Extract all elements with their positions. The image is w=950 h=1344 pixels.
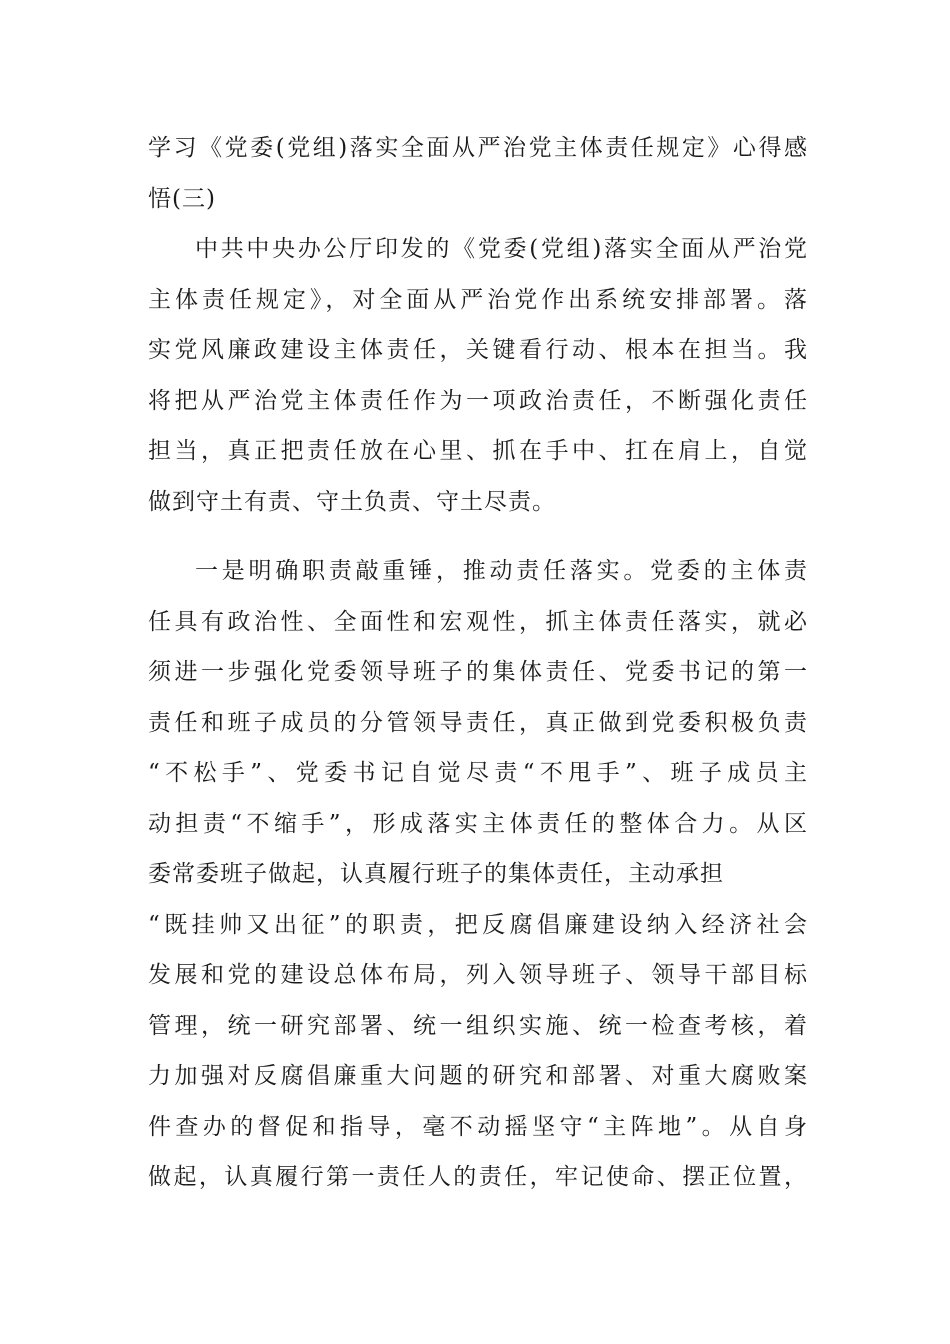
paragraph-line: “不松手”、党委书记自觉尽责“不甩手”、班子成员主 bbox=[148, 760, 808, 786]
title-line: 学习《党委(党组)落实全面从严治党主体责任规定》心得感 bbox=[148, 135, 808, 161]
paragraph-point-one bbox=[148, 546, 808, 1203]
paragraph-line: 一是明确职责敲重锤，推动责任落实。党委的主体责 bbox=[195, 558, 808, 584]
paragraph-line: 任具有政治性、全面性和宏观性，抓主体责任落实，就必 bbox=[148, 608, 808, 635]
paragraph-line: 做到守土有责、守土负责、守土尽责。 bbox=[148, 488, 556, 515]
document-title bbox=[148, 123, 808, 224]
title-line: 悟(三) bbox=[148, 185, 216, 212]
paragraph-line: 责任和班子成员的分管领导责任，真正做到党委积极负责 bbox=[148, 709, 808, 736]
paragraph-line: 主体责任规定》，对全面从严治党作出系统安排部署。落 bbox=[148, 286, 808, 313]
paragraph-line: 力加强对反腐倡廉重大问题的研究和部署、对重大腐败案 bbox=[148, 1063, 808, 1089]
paragraph-line: 件查办的督促和指导，毫不动摇坚守“主阵地”。从自身 bbox=[148, 1113, 808, 1140]
paragraph-line: 做起，认真履行第一责任人的责任，牢记使命、摆正位置， bbox=[148, 1164, 808, 1190]
paragraph-line: 委常委班子做起，认真履行班子的集体责任，主动承担 bbox=[148, 861, 724, 887]
paragraph-line: 管理，统一研究部署、统一组织实施、统一检查考核，着 bbox=[148, 1012, 808, 1039]
paragraph-line: 实党风廉政建设主体责任，关键看行动、根本在担当。我 bbox=[148, 337, 808, 363]
paragraph-line: 中共中央办公厅印发的《党委(党组)落实全面从严治党 bbox=[195, 236, 808, 262]
paragraph-line: 担当，真正把责任放在心里、抓在手中、扛在肩上，自觉 bbox=[148, 438, 808, 464]
paragraph-intro bbox=[148, 224, 808, 527]
paragraph-line: 发展和党的建设总体布局，列入领导班子、领导干部目标 bbox=[148, 962, 808, 988]
paragraph-line: “既挂帅又出征”的职责，把反腐倡廉建设纳入经济社会 bbox=[148, 911, 808, 938]
paragraph-line: 将把从严治党主体责任作为一项政治责任，不断强化责任 bbox=[148, 387, 808, 414]
paragraph-line: 动担责“不缩手”，形成落实主体责任的整体合力。从区 bbox=[148, 810, 808, 837]
paragraph-line: 须进一步强化党委领导班子的集体责任、党委书记的第一 bbox=[148, 659, 808, 685]
